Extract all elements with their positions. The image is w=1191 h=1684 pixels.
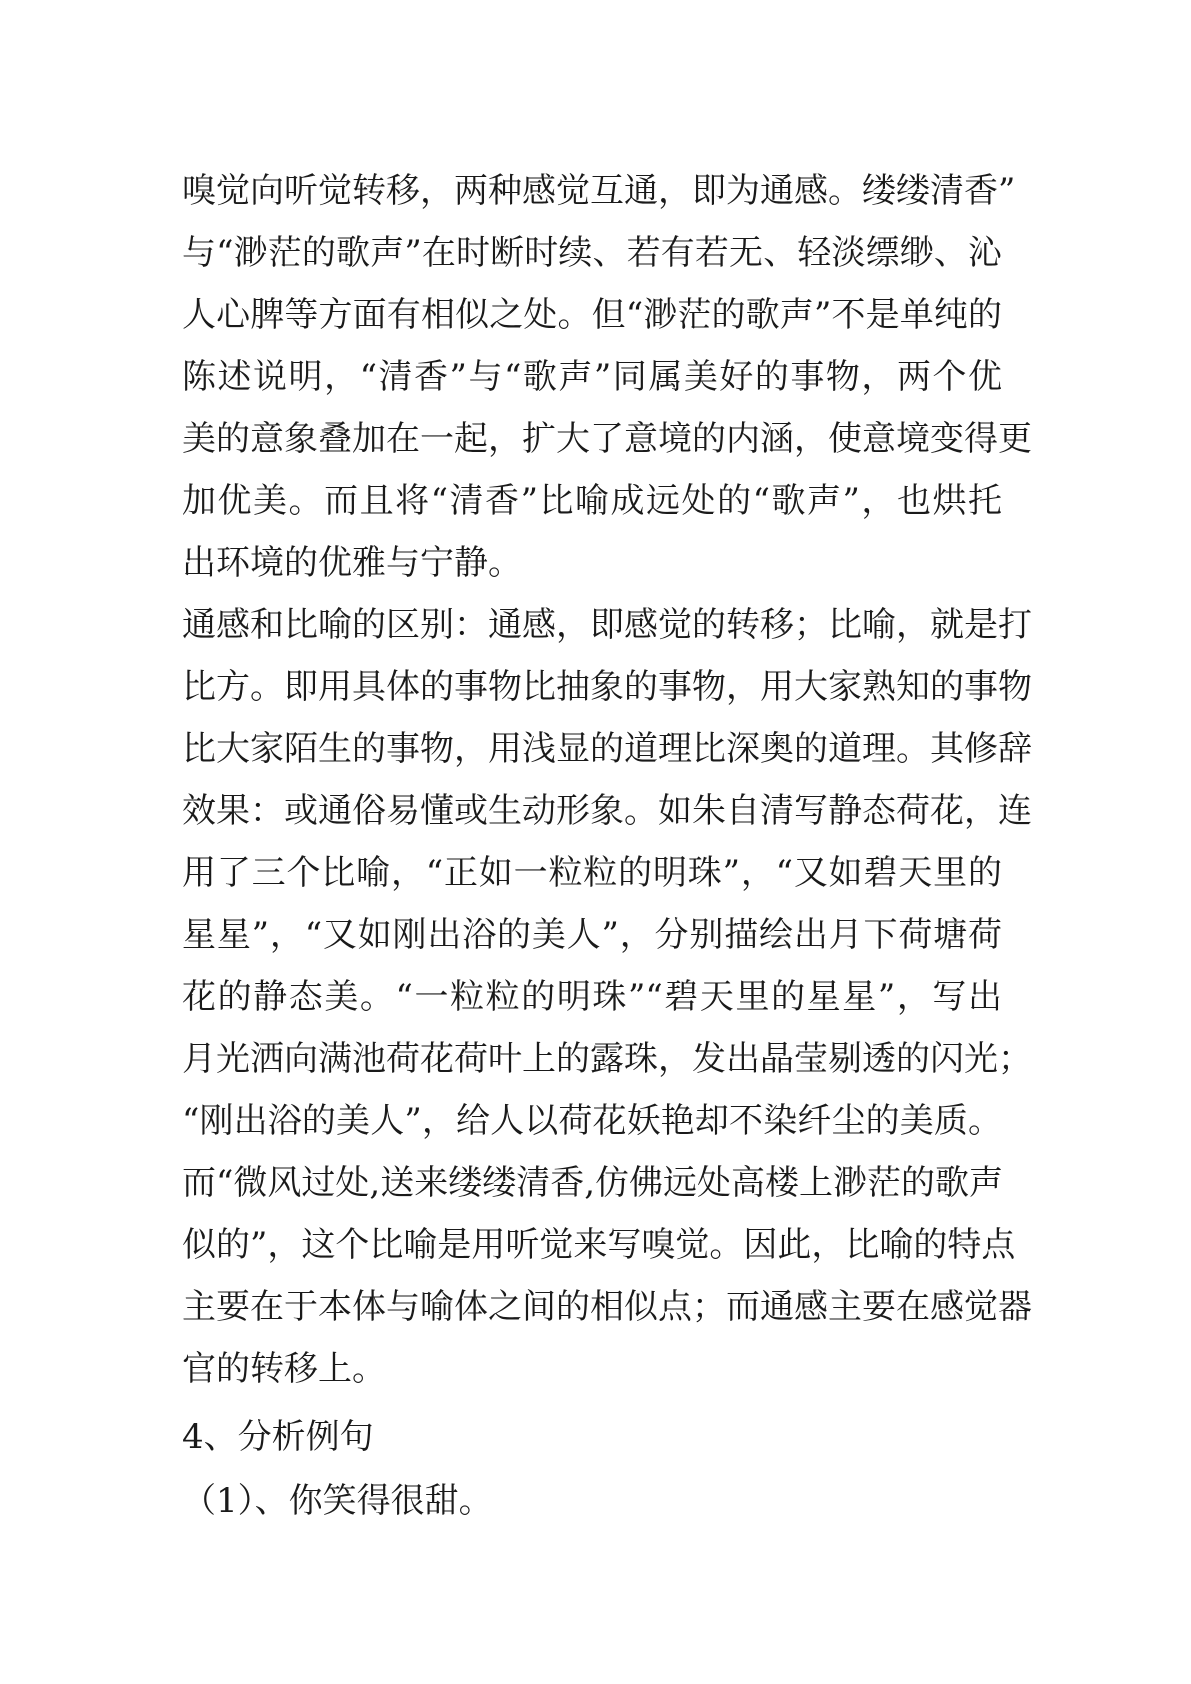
paragraph-line: 通感和比喻的区别：通感，即感觉的转移；比喻，就是打 <box>182 605 1032 645</box>
section-heading: 4、分析例句 <box>182 1417 374 1457</box>
document-body <box>182 160 1032 1532</box>
paragraph-line: 陈述说明，“清香”与“歌声”同属美好的事物，两个优 <box>182 357 1002 397</box>
paragraph-line: 用了三个比喻，“正如一粒粒的明珠”，“又如碧天里的 <box>182 853 1002 893</box>
paragraph-line: 主要在于本体与喻体之间的相似点；而通感主要在感觉器 <box>182 1287 1032 1327</box>
paragraph-line: 比方。即用具体的事物比抽象的事物，用大家熟知的事物 <box>182 667 1032 707</box>
paragraph-line: 星星”，“又如刚出浴的美人”，分别描绘出月下荷塘荷 <box>182 915 1002 955</box>
paragraph-line: 月光洒向满池荷花荷叶上的露珠，发出晶莹剔透的闪光； <box>182 1039 1032 1079</box>
paragraph-line: 出环境的优雅与宁静。 <box>182 543 522 583</box>
paragraph-line: 嗅觉向听觉转移，两种感觉互通，即为通感。缕缕清香” <box>182 171 1016 211</box>
paragraph-line: 似的”，这个比喻是用听觉来写嗅觉。因此，比喻的特点 <box>182 1225 1016 1265</box>
paragraph-line: “刚出浴的美人”，给人以荷花妖艳却不染纤尘的美质。 <box>182 1101 1002 1141</box>
paragraph-line: 而“微风过处,送来缕缕清香,仿佛远处高楼上渺茫的歌声 <box>182 1163 1003 1203</box>
paragraph-line: 效果：或通俗易懂或生动形象。如朱自清写静态荷花，连 <box>182 791 1032 831</box>
paragraph-line: 花的静态美。“一粒粒的明珠”“碧天里的星星”，写出 <box>182 977 1002 1017</box>
paragraph-line: 与“渺茫的歌声”在时断时续、若有若无、轻淡缥缈、沁 <box>182 233 1002 273</box>
example-sentence: （1）、你笑得很甜。 <box>182 1481 493 1521</box>
paragraph-line: 人心脾等方面有相似之处。但“渺茫的歌声”不是单纯的 <box>182 295 1002 335</box>
paragraph-line: 加优美。而且将“清香”比喻成远处的“歌声”，也烘托 <box>182 481 1002 521</box>
paragraph-line: 比大家陌生的事物，用浅显的道理比深奥的道理。其修辞 <box>182 729 1032 769</box>
paragraph-line: 官的转移上。 <box>182 1349 386 1389</box>
paragraph-line: 美的意象叠加在一起，扩大了意境的内涵，使意境变得更 <box>182 419 1032 459</box>
